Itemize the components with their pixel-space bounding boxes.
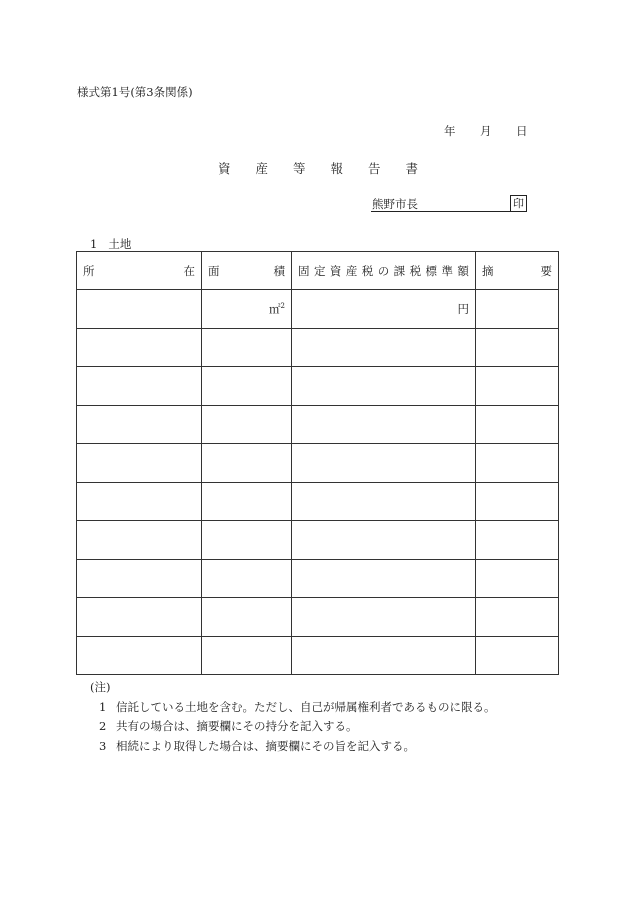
header-char: 所 (83, 263, 95, 278)
location-cell[interactable] (77, 405, 202, 444)
header-char: 定 (313, 263, 326, 278)
table-row (77, 559, 559, 598)
table-row (77, 405, 559, 444)
remarks-cell[interactable] (476, 482, 559, 521)
note-text: 共有の場合は、摘要欄にその持分を記入する。 (116, 719, 358, 733)
note-text: 信託している土地を含む。ただし、自己が帰属権利者であるものに限る。 (116, 699, 496, 714)
location-cell[interactable] (77, 636, 202, 675)
area-cell[interactable] (202, 405, 292, 444)
location-cell[interactable] (77, 598, 202, 637)
location-cell[interactable] (77, 559, 202, 598)
tax-base-cell[interactable] (292, 444, 476, 483)
header-remarks (476, 252, 559, 290)
date-line (444, 123, 528, 139)
header-char: 額 (457, 263, 469, 278)
tax-base-cell[interactable] (292, 328, 476, 367)
table-row (77, 328, 559, 367)
remarks-cell[interactable] (476, 367, 559, 406)
table-row (77, 482, 559, 521)
header-area (202, 252, 292, 290)
remarks-cell[interactable] (476, 290, 559, 329)
header-char: 在 (183, 263, 195, 278)
title-char: 等 (293, 161, 306, 176)
header-char: 税 (409, 263, 422, 278)
title-char: 告 (368, 161, 381, 176)
area-cell[interactable] (202, 367, 292, 406)
note-number: 3 (99, 738, 107, 753)
area-cell[interactable] (202, 328, 292, 367)
header-char: 摘 (482, 263, 494, 278)
table-header-row (77, 252, 559, 290)
remarks-cell[interactable] (476, 559, 559, 598)
date-day-label: 日 (516, 124, 528, 138)
tax-base-cell[interactable] (292, 521, 476, 560)
table-row (77, 444, 559, 483)
location-cell[interactable] (77, 328, 202, 367)
seal-mark: 印 (510, 195, 527, 212)
note-number: 2 (99, 719, 107, 733)
document-title (218, 159, 443, 177)
table-row (77, 290, 559, 329)
date-year-label: 年 (444, 124, 456, 138)
table-row (77, 367, 559, 406)
land-table (76, 251, 559, 675)
yen-unit: 円 (457, 301, 469, 316)
note-item (90, 737, 496, 757)
header-char: 課 (393, 263, 406, 278)
remarks-cell[interactable] (476, 405, 559, 444)
remarks-cell[interactable] (476, 636, 559, 675)
area-cell[interactable] (202, 444, 292, 483)
location-cell[interactable] (77, 482, 202, 521)
notes (90, 678, 496, 756)
header-char: 積 (273, 263, 285, 278)
area-unit: ㎡ (269, 301, 281, 316)
area-unit-superscript: 2 (280, 301, 285, 310)
tax-base-cell[interactable] (292, 598, 476, 637)
header-char: 税 (361, 263, 374, 278)
remarks-cell[interactable] (476, 598, 559, 637)
empty-rows (77, 328, 559, 675)
header-tax-base (292, 252, 476, 290)
header-char: 固 (298, 263, 310, 278)
table-row (77, 636, 559, 675)
tax-base-cell[interactable] (292, 367, 476, 406)
tax-base-cell[interactable] (292, 636, 476, 675)
header-char: 産 (345, 263, 358, 278)
note-item (90, 717, 496, 737)
tax-base-cell[interactable] (292, 559, 476, 598)
table-row (77, 598, 559, 637)
section-number: 1 (90, 237, 98, 251)
recipient-line (371, 196, 527, 212)
remarks-cell[interactable] (476, 328, 559, 367)
header-char: 標 (425, 263, 437, 278)
area-cell[interactable] (202, 598, 292, 637)
area-cell[interactable] (202, 290, 292, 329)
header-location (77, 252, 202, 290)
title-char: 書 (405, 161, 419, 176)
location-cell[interactable] (77, 521, 202, 560)
note-item (90, 698, 496, 718)
location-cell[interactable] (77, 444, 202, 483)
form-number: 様式第1号(第3条関係) (77, 85, 193, 99)
area-cell[interactable] (202, 521, 292, 560)
recipient-name: 熊野市長 (372, 197, 418, 211)
area-cell[interactable] (202, 636, 292, 675)
note-text: 相続により取得した場合は、摘要欄にその旨を記入する。 (116, 738, 415, 753)
header-char: 資 (329, 263, 342, 278)
section-label: 土地 (108, 237, 132, 251)
header-char: 要 (540, 263, 552, 278)
area-cell[interactable] (202, 559, 292, 598)
notes-heading: (注) (90, 680, 111, 694)
date-month-label: 月 (480, 124, 492, 138)
tax-base-cell[interactable] (292, 482, 476, 521)
title-char: 資 (218, 161, 231, 176)
area-cell[interactable] (202, 482, 292, 521)
header-char: 準 (441, 263, 453, 278)
remarks-cell[interactable] (476, 444, 559, 483)
tax-base-cell[interactable] (292, 405, 476, 444)
note-number: 1 (99, 699, 107, 714)
header-char: の (377, 263, 390, 278)
location-cell[interactable] (77, 290, 202, 329)
table-row (77, 521, 559, 560)
title-char: 報 (330, 161, 344, 176)
section-heading (90, 236, 131, 252)
remarks-cell[interactable] (476, 521, 559, 560)
title-char: 産 (255, 161, 269, 176)
header-char: 面 (208, 263, 220, 278)
location-cell[interactable] (77, 367, 202, 406)
tax-base-cell[interactable] (292, 290, 476, 329)
